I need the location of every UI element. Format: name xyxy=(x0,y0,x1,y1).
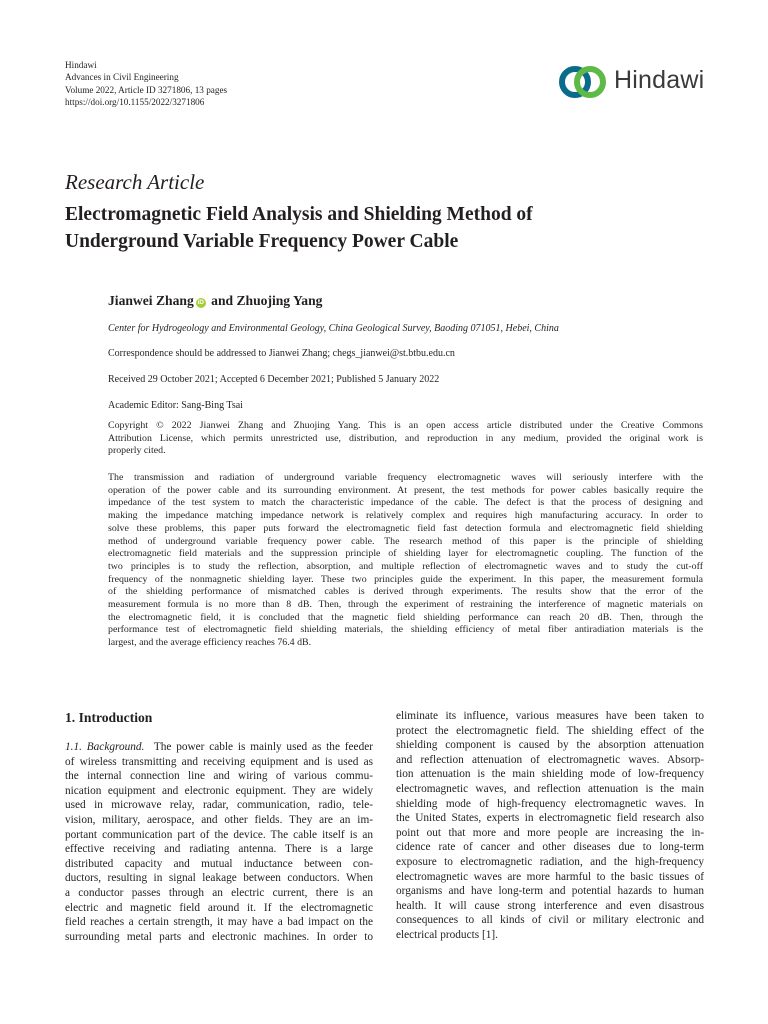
abstract-line: largest, and the average efficiency reaches 76.4 dB. xyxy=(108,637,312,649)
body-line: shielding mode of high-frequency electromagnetic waves. In xyxy=(396,797,704,810)
title-line: Underground Variable Frequency Power Cable xyxy=(65,231,459,252)
publication-dates: Received 29 October 2021; Accepted 6 December 2021; Published 5 January 2022 xyxy=(108,374,440,385)
body-line: used in microwave relay, radar, communication, radio, tele- xyxy=(65,799,373,812)
abstract-line: making the impedance matching impedance network is relatively complex and requires high manufacturing accuracy. In order to xyxy=(108,510,703,522)
hindawi-logo[interactable] xyxy=(557,62,707,102)
body-line: exposure to electromagnetic radiation, and the high-frequency xyxy=(396,855,704,868)
body-line: the United States, experts in electromagnetic field research also xyxy=(396,812,704,825)
doi-link[interactable]: https://doi.org/10.1155/2022/3271806 xyxy=(65,97,205,108)
body-line: tion attenuation is the main shielding mode of low-frequency xyxy=(396,768,704,781)
author-name[interactable]: Jianwei Zhang xyxy=(108,293,194,308)
body-line: vision, military, aerospace, and other fields. They are an im- xyxy=(65,813,373,826)
abstract-line: electromagnetic field materials and the suppression principle of shielding layer for electromagnetic coupling. The function of the xyxy=(108,548,703,560)
body-line: electromagnetic waves are more harmful to the basic tissues of xyxy=(396,870,704,883)
abstract-line: impedance of the test system to match the characteristic impedance of the cable. The defect is that the process of designing and xyxy=(108,497,703,509)
copyright-line: Copyright © 2022 Jianwei Zhang and Zhuojing Yang. This is an open access article distributed under the Creative Commons xyxy=(108,420,703,431)
volume-info: Volume 2022, Article ID 3271806, 13 pages xyxy=(65,84,228,95)
body-line: electrical products [1]. xyxy=(396,928,498,941)
copyright-line: Attribution License, which permits unrestricted use, distribution, and reproduction in any medium, provided the original work is xyxy=(108,432,703,444)
abstract xyxy=(108,472,703,650)
orcid-icon[interactable]: iD xyxy=(197,299,204,306)
abstract-line: The transmission and radiation of underground variable frequency electromagnetic waves will seriously interfere with the xyxy=(108,472,703,483)
article-type: Research Article xyxy=(65,170,205,194)
body-line: eliminate its influence, various measures have been taken to xyxy=(396,710,704,722)
body-line: portant communication part of the device. The cable itself is an xyxy=(65,828,373,841)
right-column xyxy=(396,709,704,943)
body-line: and reflection attenuation of electromagnetic waves. Absorp- xyxy=(396,753,704,766)
body-line: consequences to all kinds of civil or military electronic and xyxy=(396,914,704,927)
abstract-line: of the shielding performance of mismatched cables is derived through experiments. The results show that the error of the xyxy=(108,586,703,598)
body-line: effective receiving and radiating antenna. There is a large xyxy=(65,843,373,856)
copyright-line: properly cited. xyxy=(108,445,166,457)
abstract-line: measurement formula is no more than 8 dB. Then, through the experiment of restraining the interference of magnetic materials on xyxy=(108,599,703,611)
abstract-line: frequency of the nonmagnetic shielding layer. These two principles guide the experiment. In this paper, the measurement formula xyxy=(108,573,703,585)
journal-meta xyxy=(65,59,227,109)
body-line xyxy=(65,740,373,755)
article-title xyxy=(65,201,705,255)
body-line: field reaches a certain strength, it may have a bad impact on the xyxy=(65,916,373,929)
subsection-heading: 1.1. Background. xyxy=(65,741,145,753)
hindawi-rings-icon xyxy=(557,62,609,102)
body-line: surrounding metal parts and electronic machines. In order to xyxy=(65,930,373,943)
copyright-notice xyxy=(108,420,703,458)
body-line: the internal connection line and wiring of various commu- xyxy=(65,770,373,783)
abstract-line: solve these problems, this paper puts forward the electromagnetic field fast detection formula and electromagnetic field shielding xyxy=(108,522,703,534)
body-line: distributed capacity and mutual inductance between con- xyxy=(65,857,373,870)
body-line: a conductor passes through an electric current, there is an xyxy=(65,886,373,899)
journal-name: Advances in Civil Engineering xyxy=(65,72,179,83)
body-line: nication equipment and electronic equipment. They are widely xyxy=(65,784,373,797)
abstract-line: method of underground variable frequency power cable. The research method of this paper is the principle of shielding xyxy=(108,535,703,547)
author-list xyxy=(108,293,322,309)
correspondence: Correspondence should be addressed to Jianwei Zhang; chegs_jianwei@st.btbu.edu.cn xyxy=(108,348,455,359)
body-line: electric and magnetic field around it. If the electromagnetic xyxy=(65,901,373,914)
title-line: Electromagnetic Field Analysis and Shielding Method of xyxy=(65,204,533,225)
section-heading: 1. Introduction xyxy=(65,710,153,725)
abstract-line: performance test of electromagnetic field shielding materials, the shielding efficiency of metal fiber antiradiation materials is the xyxy=(108,624,703,636)
publisher-name: Hindawi xyxy=(65,60,97,70)
logo-text: Hindawi xyxy=(614,66,705,94)
body-line: of wireless transmitting and receiving equipment and is used as xyxy=(65,755,373,768)
body-line: cidence rate of cancer and other diseases due to long-term xyxy=(396,841,704,854)
abstract-line: the electromagnetic field, it is concluded that the magnetic field shielding performance can reach 20 dB. Then, through the xyxy=(108,611,703,623)
body-line: shielding component is caused by the absorption attenuation xyxy=(396,739,704,752)
body-line: electromagnetic waves, and reflection attenuation is the main xyxy=(396,782,704,795)
body-line: organisms and have long-term and potential hazards to human xyxy=(396,885,704,898)
abstract-line: two principles is to study the reflection, absorption, and multiple reflection of electromagnetic waves and to study the cut-off xyxy=(108,560,703,572)
abstract-line: operation of the power cable and its surrounding environment. At present, the test methods for power cables basically require the xyxy=(108,484,703,496)
body-line: protect the electromagnetic field. The shielding effect of the xyxy=(396,724,704,737)
academic-editor: Academic Editor: Sang-Bing Tsai xyxy=(108,400,243,411)
body-line: ductors, resulting in signal leakage between conductors. When xyxy=(65,872,373,885)
body-line: health. It will cause strong interference and even disastrous xyxy=(396,899,704,912)
body-line: point out that more and more people are increasing the in- xyxy=(396,826,704,839)
affiliation: Center for Hydrogeology and Environmental Geology, China Geological Survey, Baoding 071051, Hebei, China xyxy=(108,323,559,334)
left-column xyxy=(65,740,373,944)
author-name: and Zhuojing Yang xyxy=(207,293,323,308)
body-text: The power cable is mainly used as the feeder xyxy=(144,741,373,753)
